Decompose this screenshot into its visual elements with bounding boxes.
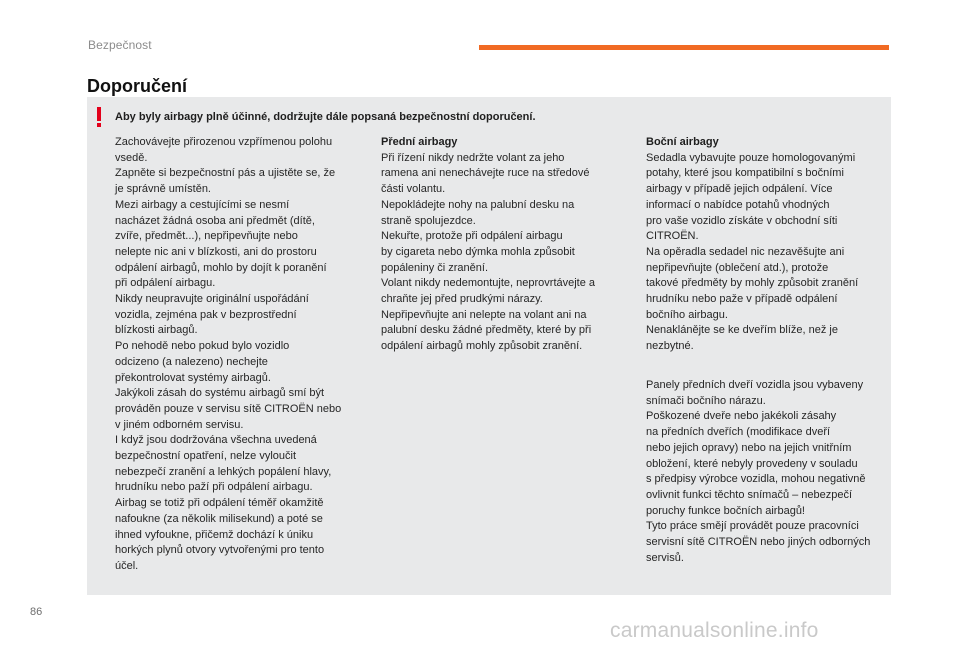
column-side-airbags	[646, 135, 892, 355]
front-airbags-text: Při řízení nikdy nedržte volant za jeho ramena ani nenechávejte ruce na středové části volantu. Nepokládejte nohy na palubní desku na straně spolujezdce. Nekuřte, protože při odpálení airbagu by cigareta nebo dýmka mohla způsobit popáleniny či zranění. Volant nikdy nedemontujte, neprovrtávejte a chraňte jej před prudkými nárazy. Nepřipevňujte ani nelepte na volant ani na palubní desku žádné předměty, které by při odpálení airbagů mohly způsobit zranění.	[381, 151, 596, 353]
side-airbags-text: Sedadla vybavujte pouze homologovanými potahy, které jsou kompatibilní s bočními airbagy v případě jejich odpálení. Více informací o nabídce potahů vhodných pro vaše vozidlo získáte v obchodní síti CITROËN. Na opěradla sedadel nic nezavěšujte ani nepřipevňujte (oblečení atd.), protože takové předměty by mohly způsobit zranění hrudníku nebo paže v případě odpálení bočního airbagu. Nenaklánějte se ke dveřím blíže, než je nezbytné.	[646, 151, 859, 353]
warning-intro: Aby byly airbagy plně účinné, dodržujte dále popsaná bezpečnostní doporučení.	[115, 111, 536, 123]
page-title: Doporučení	[87, 76, 188, 96]
side-airbags-heading: Boční airbagy	[646, 136, 719, 148]
column-general-recommendations: Zachovávejte přirozenou vzpřímenou polohu vsedě. Zapněte si bezpečnostní pás a ujistěte se, že je správně umístěn. Mezi airbagy a cestujícími se nesmí nacházet žádná osoba ani předmět (dítě, zvíře, předmět...), nepřipevňujte nebo nelepte nic ani v blízkosti, ani do prostoru odpálení airbagů, mohlo by dojít k poranění při odpálení airbagu. Nikdy neupravujte originální uspořádání vozidla, zejména pak v bezprostřední blízkosti airbagů. Po nehodě nebo pokud bylo vozidlo odcizeno (a nalezeno) nechejte překontrolovat systémy airbagů. Jakýkoli zásah do systému airbagů smí být prováděn pouze v servisu sítě CITROËN nebo v jiném odborném servisu. I když jsou dodržována všechna uvedená bezpečnostní opatření, nelze vyloučit nebezpečí zranění a lehkých popálení hlavy, hrudníku nebo paží při odpálení airbagu. Airbag se totiž při odpálení téměř okamžitě nafoukne (za několik milisekund) a poté se ihned vyfoukne, přičemž dochází k úniku horkých plynů otvory vytvořenými pro tento účel.	[115, 136, 342, 572]
watermark: carmanualsonline.info	[610, 619, 819, 642]
page-number: 86	[30, 606, 43, 618]
header-accent-bar	[479, 45, 889, 50]
side-impact-sensors-text: Panely předních dveří vozidla jsou vybaveny snímači bočního nárazu. Poškozené dveře nebo jakékoli zásahy na předních dveřích (modifikace dveří nebo jejich opravy) nebo na jejich vnitřním obložení, které nebyly provedeny v souladu s předpisy výrobce vozidla, mohou negativně ovlivnit funkci těchto snímačů – nebezpečí poruchy funkce bočních airbagů! Tyto práce smějí provádět pouze pracovníci servisní sítě CITROËN nebo jiných odborných servisů.	[646, 379, 871, 564]
front-airbags-heading: Přední airbagy	[381, 136, 458, 148]
column-front-airbags	[381, 135, 621, 355]
exclamation-icon	[95, 106, 103, 128]
section-header: Bezpečnost	[88, 38, 152, 52]
